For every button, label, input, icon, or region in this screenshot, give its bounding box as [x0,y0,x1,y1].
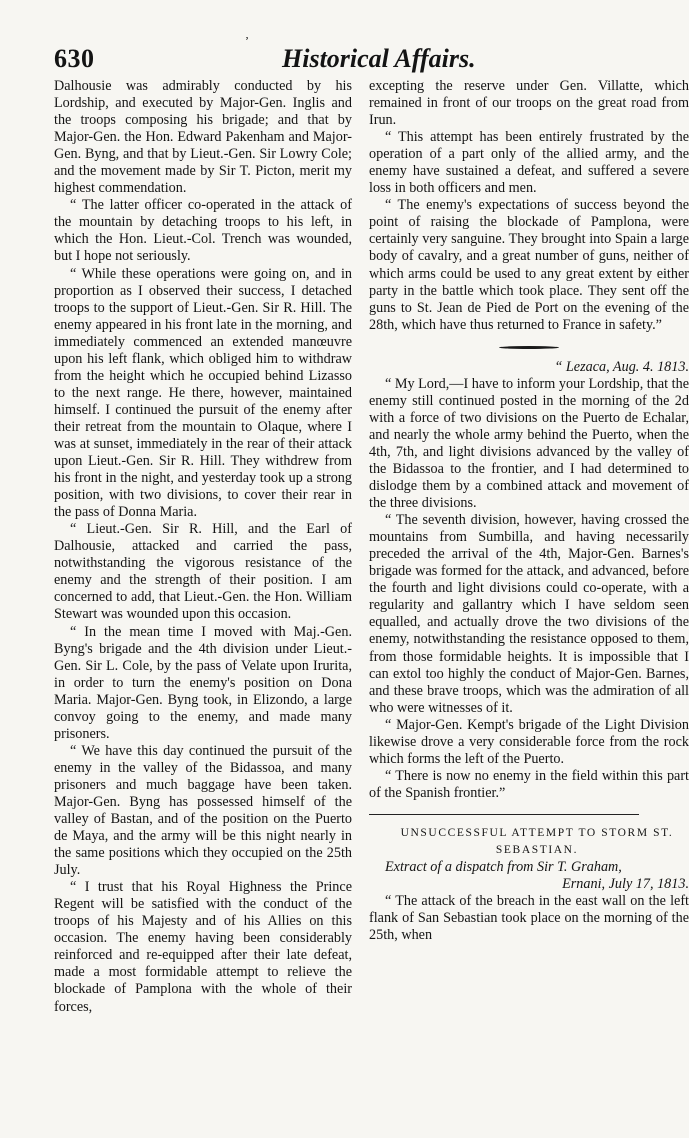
section-heading: UNSUCCESSFUL ATTEMPT TO STORM ST. [400,826,674,839]
paragraph: “ In the mean time I moved with Maj.-Gen. Byng's brigade and the 4th division under Lieut.-Gen. Sir L. Cole, by the pass of Velate upon Irurita, in order to turn the enemy's position on Dona Maria. Major-Gen. Byng took, in Elizondo, a large convoy going to the enemy, and made many prisoners. [54,623,352,742]
section-rule [369,814,639,815]
paragraph: “ While these operations were going on, and in proportion as I observed their success, I detached troops to the support of Lieut.-Gen. Sir R. Hill. The enemy appeared in his front late in the morning, and immediately commenced an extended manœuvre upon his left flank, which obliged him to withdraw from the height which he occupied behind Lizasso to the next range. He there, however, maintained himself. I continued the pursuit of the enemy after their retreat from the mountain to Olaque, where I was at sunset, immediately in the rear of their attack upon Lieut.-Gen. Sir R. Hill. They withdrew from his front in the night, and yesterday took up a strong position, with two divisions, to cover their rear in the pass of Donna Maria. [54,265,352,521]
paragraph: “ I trust that his Royal Highness the Prince Regent will be satisfied with the conduct of the troops of his Majesty and of his Allies on this occasion. The enemy having been considerably reinforced and re-equipped after their late defeat, made a most formidable attempt to relieve the blockade of Pamplona with the whole of their forces, [54,879,352,1015]
paragraph: “ Major-Gen. Kempt's brigade of the Light Division likewise drove a very considerable force from the rock which forms the left of the Puerto. [369,716,689,767]
extract-line: Extract of a dispatch from Sir T. Graham, [385,859,622,876]
paragraph: “ We have this day continued the pursuit of the enemy in the valley of the Bidassoa, and many prisoners and much baggage have been taken. Major-Gen. Byng has possessed himself of the valley of Bastan, and of the position on the Puerto de Maya, and the army will be this night nearly in the same positions which they occupied on the 25th July. [54,742,352,879]
paragraph: “ The attack of the breach in the east wall on the left flank of San Sebastian took place on the morning of the 25th, when [369,893,689,944]
left-column [54,78,352,1016]
ornamental-divider [499,346,559,349]
printer-mark: ʼ [245,34,249,48]
paragraph: “ The seventh division, however, having crossed the mountains from Sumbilla, and having necessarily preceded the arrival of the 4th, Major-Gen. Barnes's brigade was formed for the attack, and advanced, before the fourth and light divisions could co-operate, with a regularity and gallantry which I have seldom seen equalled, and actually drove the two divisions of the enemy, notwithstanding the resistance opposed to them, from those formidable heights. It is impossible that I can extol too highly the conduct of Major-Gen. Barnes, and these brave troops, which was the admiration of all who were witnesses of it. [369,512,689,716]
page-header [0,34,640,74]
paragraph: “ There is now no enemy in the field within this part of the Spanish frontier.” [369,767,689,801]
paragraph: “ This attempt has been entirely frustrated by the operation of a part only of the allied army, and the enemy have sustained a defeat, and suffered a severe loss in both officers and men. [369,129,689,197]
paragraph: “ The latter officer co-operated in the attack of the mountain by detaching troops to his left, in which the Hon. Lieut.-Col. Trench was wounded, but I hope not seriously. [54,197,352,265]
section-heading-continued: SEBASTIAN. [495,843,579,856]
running-title: Historical Affairs. [282,44,476,73]
paragraph: excepting the reserve under Gen. Villatte, which remained in front of our troops on the great road from Irun. [369,78,689,129]
page-number: 630 [54,44,95,73]
letter-dateline: “ Lezaca, Aug. 4. 1813. [554,358,689,375]
right-column [369,78,689,944]
paragraph: “ My Lord,—I have to inform your Lordship, that the enemy still continued posted in the morning of the 2d with a force of two divisions on the Puerto de Echalar, and nearly the whole army behind the Puerto, when the 4th, 7th, and light divisions advanced by the valley of the Bidassoa to the frontier, and I had determined to dislodge them by a combined attack and movement of the three divisions. [369,375,689,512]
paragraph: “ Lieut.-Gen. Sir R. Hill, and the Earl of Dalhousie, attacked and carried the pass, notwithstanding the vigorous resistance of the enemy and the strength of their position. I am concerned to add, that Lieut.-Gen. the Hon. William Stewart was wounded upon this occasion. [54,521,352,623]
paragraph: “ The enemy's expectations of success beyond the point of raising the blockade of Pamplona, were certainly very sanguine. They brought into Spain a large body of cavalry, and a great number of guns, neither of which arms could be used to any great extent by either party in the battle which took place. They sent off the guns to St. Jean de Pied de Port on the evening of the 28th, which have thus returned to France in safety.” [369,197,689,333]
paragraph: Dalhousie was admirably conducted by his Lordship, and executed by Major-Gen. Inglis and the troops composing his brigade; and that by Major-Gen. the Hon. Edward Pakenham and Major-Gen. Byng, and that by Lieut.-Gen. Sir Lowry Cole; and the movement made by Sir T. Picton, merit my highest commendation. [54,78,352,197]
dispatch-dateline: Ernani, July 17, 1813. [562,876,689,893]
